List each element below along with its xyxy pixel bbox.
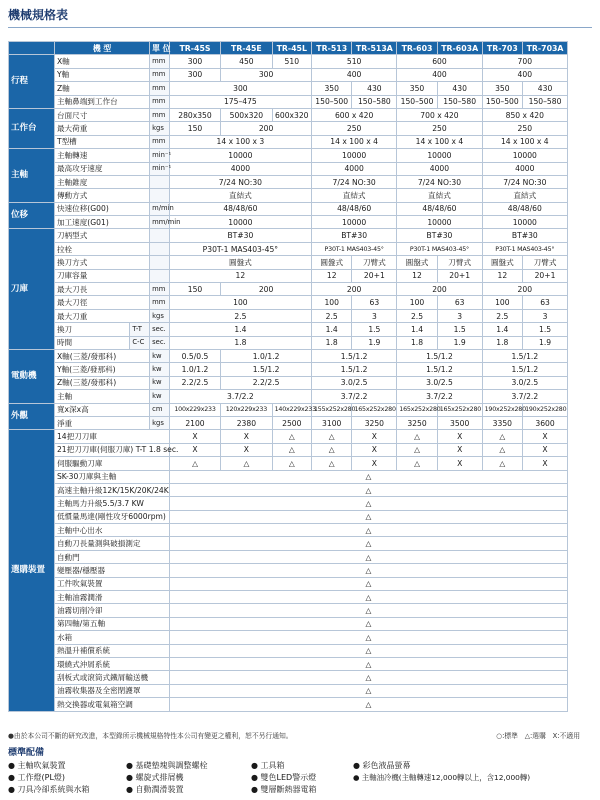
model-label: 機 型 <box>54 42 149 55</box>
list-item: ● 工作燈(PL燈) <box>8 773 66 782</box>
option-row: 工件吹氣裝置 △ <box>9 577 568 590</box>
header-row <box>9 42 568 55</box>
table-row: Z軸(三菱/發那科) kw 2.2/2.5 2.2/2.5 3.0/2.5 3.0/2.5 3.0/2.5 <box>9 376 568 389</box>
section-spindle: 主軸 <box>9 149 55 203</box>
option-row: 高速主軸升級12K/15K/20K/24K △ <box>9 483 568 496</box>
table-row: 拉栓 P30T-1 MAS403-45° P30T-1 MAS403-45° P30T-1 MAS403-45° P30T-1 MAS403-45° <box>9 242 568 255</box>
model-header: TR-45L <box>272 42 311 55</box>
table-row: 工作台 台面尺寸 mm 280x350 500x320 600x320 600 x 420 700 x 420 850 x 420 <box>9 108 568 121</box>
legend: ○:標準 △:選購 X:不適用 <box>496 732 580 740</box>
option-row: 主軸馬力升級5.5/3.7 KW △ <box>9 497 568 510</box>
table-row: 淨重 kgs 2100 2380 2500 3100 3250 3250 3500 3350 3600 <box>9 416 568 429</box>
page-title: 機械規格表 <box>8 8 69 22</box>
section-table: 工作台 <box>9 108 55 148</box>
section-dims: 外觀 <box>9 403 55 430</box>
table-row: 主軸 kw 3.7/2.2 3.7/2.2 3.7/2.2 3.7/2.2 <box>9 390 568 403</box>
table-row: 刀庫容量 12 12 20+1 12 20+1 12 20+1 <box>9 269 568 282</box>
table-row: 時間 C-C sec. 1.8 1.8 1.9 1.8 1.9 1.8 1.9 <box>9 336 568 349</box>
section-atc: 刀庫 <box>9 229 55 350</box>
section-motor: 電動機 <box>9 349 55 403</box>
option-row: 水箱 △ <box>9 631 568 644</box>
section-feed: 位移 <box>9 202 55 229</box>
option-row: 伺服驅動刀庫 △ △ △ △ X △ X △ X <box>9 457 568 470</box>
list-item: ● 雙色LED警示燈 <box>251 773 317 782</box>
list-item: ● 工具箱 <box>251 761 285 770</box>
spec-table <box>8 41 568 712</box>
table-row: 最大刀徑 mm 100 100 63 100 63 100 63 <box>9 296 568 309</box>
table-row: 電動機 X軸(三菱/發那科) kw 0.5/0.5 1.0/1.2 1.5/1.2 1.5/1.2 1.5/1.2 <box>9 349 568 362</box>
section-options: 選購裝置 <box>9 430 55 711</box>
option-row: 主軸油霧潤滑 △ <box>9 591 568 604</box>
option-row: 環繞式沖屑系統 △ <box>9 657 568 670</box>
option-row: 選購裝置 14把刀刀庫 X X △ △ X △ X △ X <box>9 430 568 443</box>
model-header: TR-703A <box>523 42 568 55</box>
unit-label: 單 位 <box>150 42 170 55</box>
list-item: ● 螺旋式排屑機 <box>126 773 184 782</box>
table-row: 外觀 寬x深x高 cm 100x229x233 120x229x233 140x229x233 155x252x280 165x252x280 165x252x280 165x252x280 190x252x280 190x252x280 <box>9 403 568 416</box>
table-row: 主軸錐度 7/24 NO:30 7/24 NO:30 7/24 NO:30 7/24 NO:30 <box>9 175 568 188</box>
table-row: 換刀方式 圓盤式 圓盤式 刀臂式 圓盤式 刀臂式 圓盤式 刀臂式 <box>9 256 568 269</box>
model-header: TR-603A <box>437 42 482 55</box>
list-item: ● 刀具冷卻系統與水箱 <box>8 785 90 794</box>
title-divider <box>8 27 592 28</box>
table-row: T型槽 mm 14 x 100 x 3 14 x 100 x 4 14 x 100 x 4 14 x 100 x 4 <box>9 135 568 148</box>
option-row: 自動門 △ <box>9 550 568 563</box>
model-header: TR-45S <box>169 42 220 55</box>
model-header: TR-603 <box>397 42 437 55</box>
model-header: TR-45E <box>221 42 272 55</box>
model-header: TR-513 <box>311 42 351 55</box>
table-row: 最大刀長 mm 150 200 200 200 200 <box>9 283 568 296</box>
option-row: 主軸中心出水 △ <box>9 524 568 537</box>
model-header: TR-513A <box>352 42 397 55</box>
option-row: 第四軸/第五軸 △ <box>9 617 568 630</box>
table-row: Y軸 mm 300 300 400 400 400 <box>9 68 568 81</box>
table-row: 主軸鼻端到工作台 mm 175–475 150–500 150–580 150–500 150–580 150–500 150–580 <box>9 95 568 108</box>
list-item: ● 主軸油冷機(主軸轉速12,000轉以上，含12,000轉) <box>353 773 531 782</box>
section-travel: 行程 <box>9 55 55 109</box>
option-row: 21把刀刀庫(伺服刀庫) T-T 1.8 sec. X X △ △ X △ X △ X <box>9 443 568 456</box>
standard-equipment-title: 標準配備 <box>8 748 45 758</box>
option-row: SK-30刀庫與主軸 △ <box>9 470 568 483</box>
list-item: ● 自動潤滑裝置 <box>126 785 184 794</box>
option-row: 熱交換器或電氣箱空調 △ <box>9 698 568 711</box>
table-row: 最大荷重 kgs 150 200 250 250 250 <box>9 122 568 135</box>
list-item: ● 雙層斷熱器電箱 <box>251 785 317 794</box>
option-row: 自動刀長量測與破損測定 △ <box>9 537 568 550</box>
option-row: 變壓器/穩壓器 △ <box>9 564 568 577</box>
table-row: 加工速度(G01) mm/min 10000 10000 10000 10000 <box>9 216 568 229</box>
table-row: 換刀 T-T sec. 1.4 1.4 1.5 1.4 1.5 1.4 1.5 <box>9 323 568 336</box>
list-item: ● 基礎墊塊與調整螺栓 <box>126 761 208 770</box>
table-row: Z軸 mm 300 350 430 350 430 350 430 <box>9 82 568 95</box>
table-row: 最高攻牙速度 min⁻¹ 4000 4000 4000 4000 <box>9 162 568 175</box>
table-row: 最大刀重 kgs 2.5 2.5 3 2.5 3 2.5 3 <box>9 309 568 322</box>
table-row: 傳動方式 直結式 直結式 直結式 直結式 <box>9 189 568 202</box>
option-row: 低慣量馬達(剛性攻牙6000rpm) △ <box>9 510 568 523</box>
table-row: 主軸 主軸轉速 min⁻¹ 10000 10000 10000 10000 <box>9 149 568 162</box>
footnote: ●由於本公司不斷的研究改進，本型錄所示機械規格特性本公司有變更之權利，恕不另行通知。 <box>8 732 293 740</box>
option-row: 油霧收集器及全密閉護罩 △ <box>9 684 568 697</box>
table-row: Y軸(三菱/發那科) kw 1.0/1.2 1.5/1.2 1.5/1.2 1.5/1.2 1.5/1.2 <box>9 363 568 376</box>
option-row: 油霧切削冷卻 △ <box>9 604 568 617</box>
option-row: 熱溫升補償系統 △ <box>9 644 568 657</box>
list-item: ● 彩色液晶螢幕 <box>353 761 411 770</box>
table-row: 行程 X軸 mm 300 450 510 510 600 700 <box>9 55 568 68</box>
model-header: TR-703 <box>482 42 522 55</box>
table-row: 刀庫 刀柄型式 BT#30 BT#30 BT#30 BT#30 <box>9 229 568 242</box>
table-row: 位移 快速位移(G00) m/min 48/48/60 48/48/60 48/48/60 48/48/60 <box>9 202 568 215</box>
option-row: 刮板式或滾筒式鐵屑輸送機 △ <box>9 671 568 684</box>
list-item: ● 主軸吹氣裝置 <box>8 761 66 770</box>
